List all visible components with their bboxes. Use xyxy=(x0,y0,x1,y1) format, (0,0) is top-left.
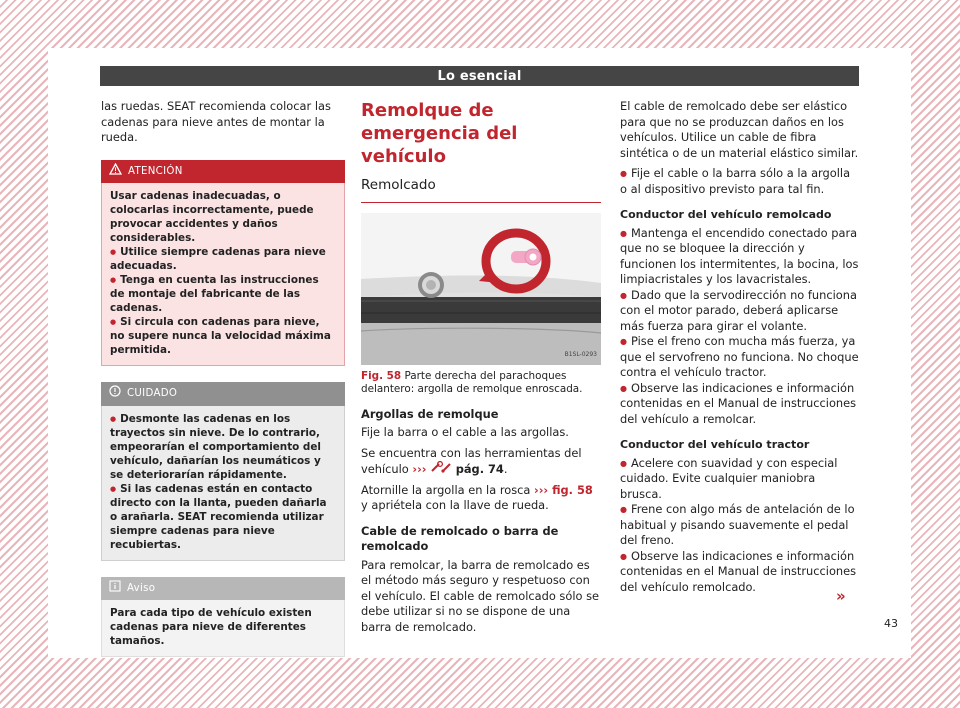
list-item: ● Dado que la servodirección no funciona con el motor parado, deberá aplicarse más fuerza para girar el volante. xyxy=(620,288,860,335)
figure-code: B1SL-0293 xyxy=(564,351,597,358)
note-title: Aviso xyxy=(127,582,156,594)
paragraph: El cable de remolcado debe ser elástico para que no se produzcan daños en los vehículos. Utilice un cable de fibra sintética o de un material elástico similar. xyxy=(620,99,859,160)
figure-label: Fig. 58 xyxy=(361,369,402,382)
figure-reference-link[interactable]: ››› fig. 58 xyxy=(534,482,593,497)
note-box xyxy=(101,577,345,658)
note-header xyxy=(101,577,345,601)
list-item: ● Observe las indicaciones e información contenidas en el Manual de instrucciones del vehículo remolcado. xyxy=(620,549,860,596)
figure-caption xyxy=(361,370,601,397)
subheading-tow-cable: Cable de remolcado o barra de remolcado xyxy=(361,523,559,553)
paragraph xyxy=(361,483,601,514)
paragraph-text: . xyxy=(503,462,508,476)
warning-body xyxy=(101,183,345,366)
subtitle-rule xyxy=(361,202,601,203)
page-reference[interactable]: pág. 74 xyxy=(455,462,504,476)
caution-bullet: ● Desmonte las cadenas en los trayectos sin nieve. De lo contrario, empeorarían el comportamiento del vehículo, dañarían los neumáticos y se deteriorarían rápidamente. xyxy=(110,412,336,482)
column-middle xyxy=(361,99,601,635)
cross-reference-arrows[interactable]: ››› xyxy=(412,462,427,476)
list-item: ● Acelere con suavidad y con especial cuidado. Evite cualquier maniobra brusca. xyxy=(620,456,860,503)
paragraph: Fije la barra o el cable a las argollas. xyxy=(361,425,569,439)
running-header xyxy=(100,66,859,86)
warning-title: ATENCIÓN xyxy=(128,165,183,177)
tools-icon xyxy=(430,462,456,476)
header-title: Lo esencial xyxy=(437,68,522,84)
intro-paragraph: las ruedas. SEAT recomienda colocar las cadenas para nieve antes de montar la rueda. xyxy=(101,99,331,144)
figure-58-bumper-tow-eye xyxy=(361,213,601,365)
subheading-towing-driver: Conductor del vehículo tractor xyxy=(620,438,810,451)
caution-bullet: ● Si las cadenas están en contacto directo con la llanta, pueden dañarla o arañarla. SEAT recomienda utilizar siempre cadenas para nieve recubiertas. xyxy=(110,482,336,552)
section-subtitle: Remolcado xyxy=(361,177,436,193)
paragraph-text: Se encuentra con las herramientas del vehículo xyxy=(361,445,582,476)
list-item: ● Frene con algo más de antelación de lo habitual y pisando suavemente el pedal del freno. xyxy=(620,502,860,549)
caution-title: CUIDADO xyxy=(127,388,178,399)
info-icon xyxy=(109,580,121,598)
paragraph-text: Atornille la argolla en la rosca xyxy=(361,482,531,497)
warning-box xyxy=(101,160,345,367)
list-item: ● Fije el cable o la barra sólo a la argolla o al dispositivo previsto para tal fin. xyxy=(620,166,860,197)
column-right xyxy=(620,99,860,595)
warning-triangle-icon xyxy=(109,163,122,181)
paragraph-text: y apriétela con la llave de rueda. xyxy=(361,498,549,512)
warning-bullet: ● Utilice siempre cadenas para nieve adecuadas. xyxy=(110,245,336,273)
caution-header xyxy=(101,382,345,406)
paragraph xyxy=(361,446,601,478)
note-text: Para cada tipo de vehículo existen cadenas para nieve de diferentes tamaños. xyxy=(110,607,312,647)
caution-body xyxy=(101,406,345,561)
continued-mark: » xyxy=(836,587,846,605)
list-item: ● Mantenga el encendido conectado para que no se bloquee la dirección y funcionen los intermitentes, la bocina, los limpiacristales y los lavacristales. xyxy=(620,226,860,288)
warning-header xyxy=(101,160,345,184)
subheading-towed-driver: Conductor del vehículo remolcado xyxy=(620,208,832,221)
subheading-tow-eyes: Argollas de remolque xyxy=(361,406,499,421)
section-title: Remolque de emergencia del vehículo xyxy=(361,100,518,167)
warning-bullet: ● Tenga en cuenta las instrucciones de montaje del fabricante de las cadenas. xyxy=(110,273,336,315)
note-body xyxy=(101,600,345,657)
list-item: ● Pise el freno con mucha más fuerza, ya que el servofreno no funciona. No choque contra el vehículo tractor. xyxy=(620,334,860,381)
warning-text: Usar cadenas inadecuadas, o colocarlas incorrectamente, puede provocar accidentes y daños considerables. xyxy=(110,190,314,244)
warning-bullet: ● Si circula con cadenas para nieve, no supere nunca la velocidad máxima permitida. xyxy=(110,315,336,357)
paragraph: Para remolcar, la barra de remolcado es el método más seguro y respetuoso con el vehículo. El cable de remolcado sólo se debe utilizar si no se dispone de una barra de remolcado. xyxy=(361,557,600,634)
figure-caption-text: Parte derecha del parachoques delantero: argolla de remolque enroscada. xyxy=(361,369,583,395)
caution-box xyxy=(101,382,345,561)
column-left xyxy=(101,99,345,657)
bumper-illustration xyxy=(361,213,601,365)
caution-circle-icon xyxy=(109,385,121,403)
list-item: ● Observe las indicaciones e información contenidas en el Manual de instrucciones del vehículo a remolcar. xyxy=(620,381,860,428)
page-number: 43 xyxy=(884,617,898,630)
